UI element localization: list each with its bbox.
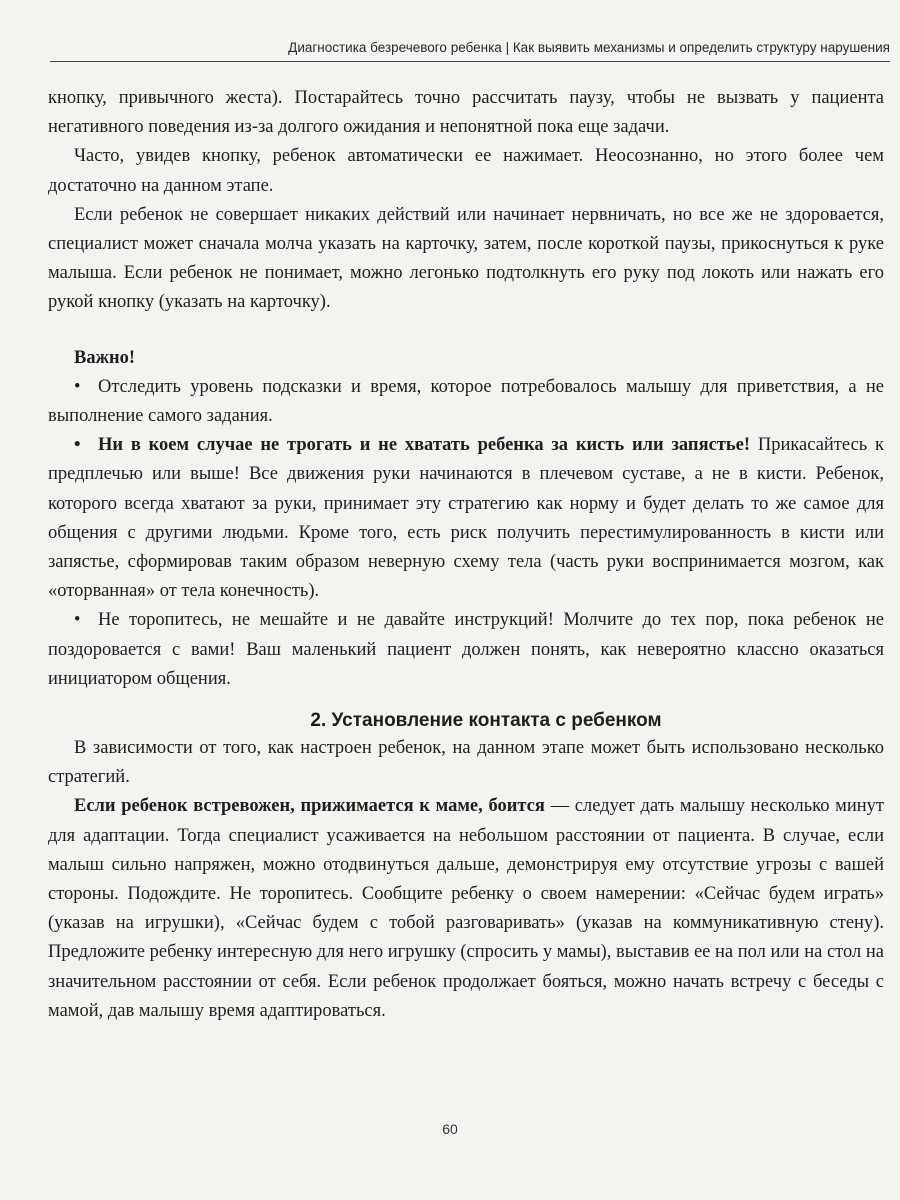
section-heading: 2. Установление контакта с ребенком <box>310 710 662 732</box>
bullet-item <box>48 431 884 606</box>
header-rule <box>50 61 890 62</box>
paragraph <box>48 792 884 1026</box>
bullet-item <box>48 373 884 431</box>
bullet-text: Прикасайтесь к предплечью или выше! Все движения руки начинаются в плечевом суставе, а не в кисти. Ребенок, которого всегда хватают за руки, принимает эту стратегию как норму и будет делать то же самое для общения с другими людьми. Кроме того, есть риск получить перестимулированность в кисти или запястье, сформировав таким образом неверную схему тела (часть руки воспринимается мозгом, как «оторванная» от тела конечность). <box>48 435 884 602</box>
page-number: 60 <box>442 1121 458 1137</box>
paragraph: Если ребенок не совершает никаких действий или начинает нервничать, но все же не здоровается, специалист может сначала молча указать на карточку, затем, после короткой паузы, прикоснуться к руке малыша. Если ребенок не понимает, можно легонько подтолкнуть его руку под локоть или нажать его рукой кнопку (указать на карточку). <box>48 204 884 313</box>
paragraph-continuation: кнопку, привычного жеста). Постарайтесь точно рассчитать паузу, чтобы не вызвать у пациента негативного поведения из-за долгого ожидания и непонятной пока еще задачи. <box>48 88 884 138</box>
page-body <box>48 84 884 1026</box>
spacer <box>48 318 884 344</box>
bullet-item <box>48 606 884 694</box>
paragraph-text: — следует дать малышу несколько минут для адаптации. Тогда специалист усаживается на небольшом расстоянии от пациента. В случае, если малыш сильно напряжен, можно отодвинуться дальше, демонстрируя ему отсутствие угрозы с вашей стороны. Подождите. Не торопитесь. Сообщите ребенку о своем намерении: «Сейчас будем играть» (указав на игрушки), «Сейчас будем с тобой разговаривать» (указав на коммуникативную стену). Предложите ребенку интересную для него игрушку (спросить у мамы), выставив ее на пол или на стол на значительном расстоянии от себя. Если ребенок продолжает бояться, можно начать встречу с беседы с мамой, дав малышу время адаптироваться. <box>48 796 884 1021</box>
paragraph: Часто, увидев кнопку, ребенок автоматически ее нажимает. Неосознанно, но этого более чем достаточно на данном этапе. <box>48 146 884 196</box>
running-head: Диагностика безречевого ребенка | Как выявить механизмы и определить структуру нарушения <box>288 40 890 55</box>
paragraph: В зависимости от того, как настроен ребенок, на данном этапе может быть использовано несколько стратегий. <box>48 738 884 788</box>
bullet-text: Не торопитесь, не мешайте и не давайте инструкций! Молчите до тех пор, пока ребенок не поздоровается с вами! Ваш маленький пациент должен понять, как невероятно классно оказаться инициатором общения. <box>48 610 884 689</box>
bullet-symbol: • <box>74 610 81 631</box>
bullet-symbol: • <box>74 435 81 456</box>
bullet-symbol: • <box>74 376 81 397</box>
bullet-bold-text: Ни в коем случае не трогать и не хватать ребенка за кисть или запястье! <box>98 435 751 456</box>
paragraph-bold-lead: Если ребенок встревожен, прижимается к маме, боится <box>74 796 545 817</box>
important-title: Важно! <box>74 347 136 368</box>
bullet-text: Отследить уровень подсказки и время, которое потребовалось малышу для приветствия, а не выполнение самого задания. <box>48 376 884 427</box>
